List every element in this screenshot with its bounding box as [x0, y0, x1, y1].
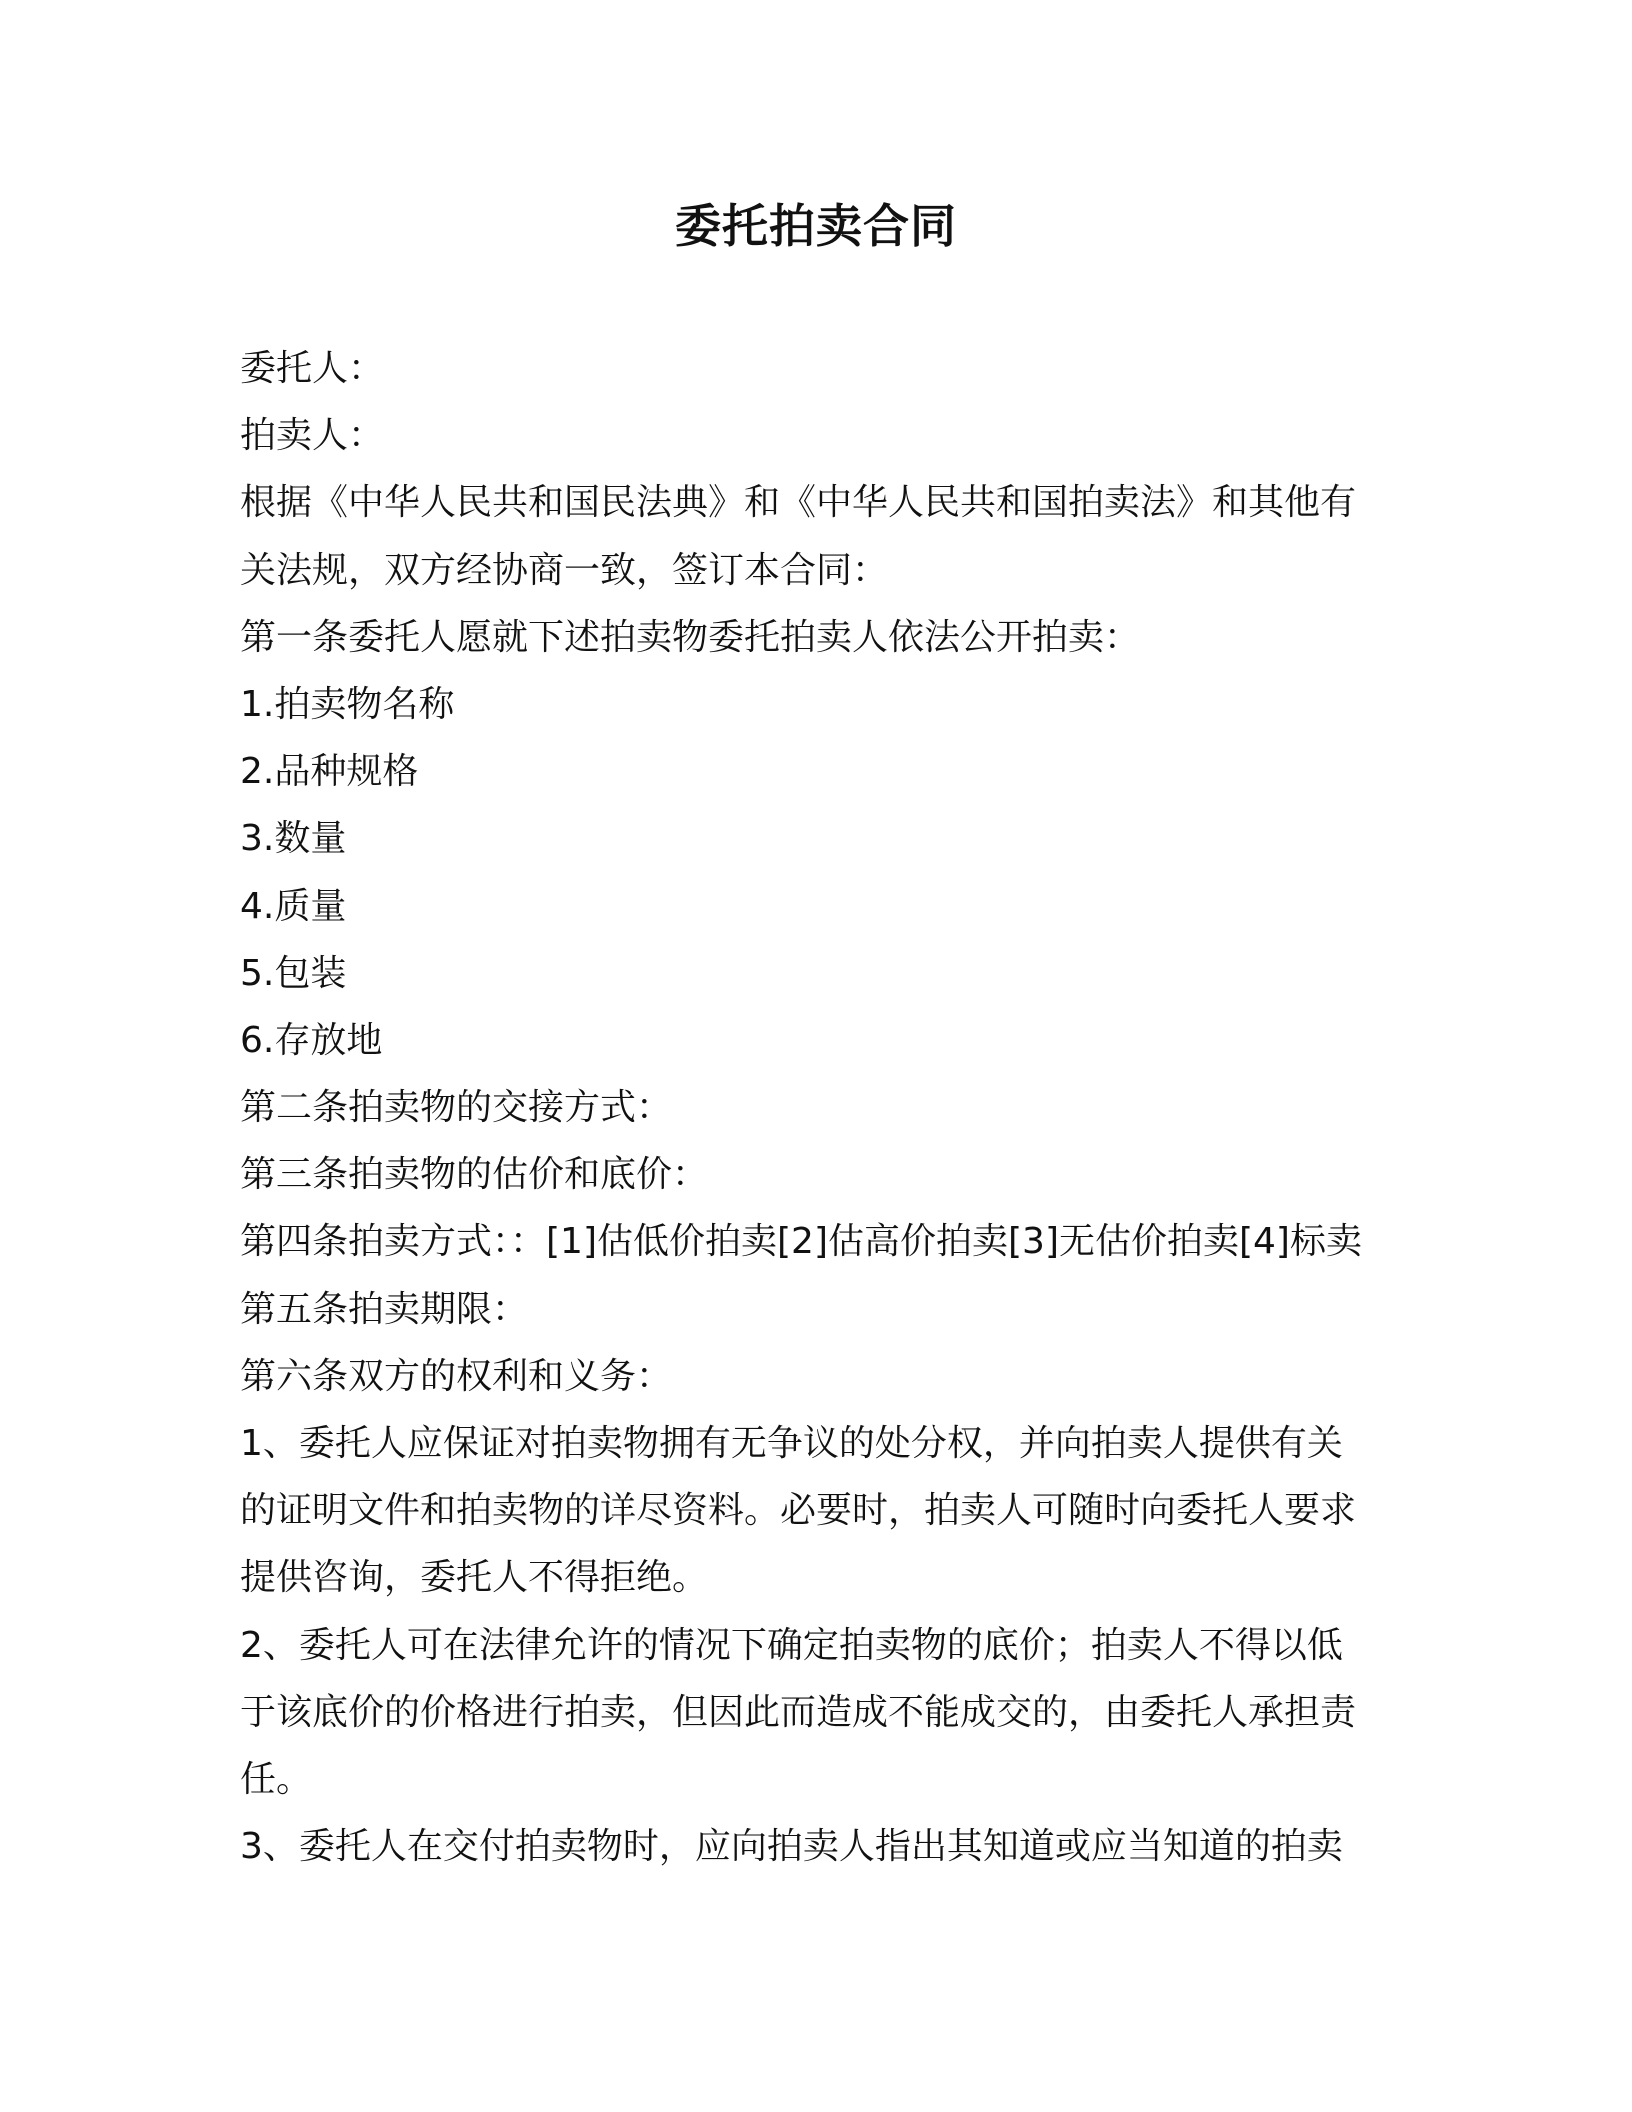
list-item: 2.品种规格	[240, 751, 419, 793]
article-4: 第四条拍卖方式：：[1]估低价拍卖[2]估高价拍卖[3]无估价拍卖[4]标卖	[240, 1221, 1362, 1263]
clause-line: 任。	[240, 1758, 313, 1800]
field-entrusting-party: 委托人：	[240, 348, 385, 389]
article-5: 第五条拍卖期限：	[240, 1288, 529, 1330]
clause-line: 3、委托人在交付拍卖物时，应向拍卖人指出其知道或应当知道的拍卖	[240, 1826, 1343, 1868]
list-item: 3.数量	[240, 818, 347, 860]
clause-line: 提供咨询，委托人不得拒绝。	[240, 1557, 709, 1599]
list-item: 5.包装	[240, 952, 347, 994]
article-6: 第六条双方的权利和义务：	[240, 1355, 673, 1397]
clause-line: 的证明文件和拍卖物的详尽资料。必要时，拍卖人可随时向委托人要求	[240, 1490, 1357, 1532]
clause-line: 1、委托人应保证对拍卖物拥有无争议的处分权，并向拍卖人提供有关	[240, 1423, 1343, 1464]
list-item: 4.质量	[240, 885, 347, 927]
field-auctioneer: 拍卖人：	[240, 415, 385, 457]
list-item: 1.拍卖物名称	[240, 683, 455, 725]
list-item: 6.存放地	[240, 1019, 383, 1061]
preamble-line: 关法规，双方经协商一致，签订本合同：	[240, 549, 889, 591]
document-title: 委托拍卖合同	[675, 199, 957, 253]
article-3: 第三条拍卖物的估价和底价：	[240, 1154, 709, 1196]
article-2: 第二条拍卖物的交接方式：	[240, 1087, 673, 1129]
preamble-line: 根据《中华人民共和国民法典》和《中华人民共和国拍卖法》和其他有	[240, 482, 1357, 524]
article-1: 第一条委托人愿就下述拍卖物委托拍卖人依法公开拍卖：	[240, 616, 1141, 658]
document-body	[240, 335, 1400, 1880]
clause-line: 于该底价的价格进行拍卖，但因此而造成不能成交的，由委托人承担责	[240, 1691, 1357, 1733]
clause-line: 2、委托人可在法律允许的情况下确定拍卖物的底价；拍卖人不得以低	[240, 1624, 1343, 1666]
